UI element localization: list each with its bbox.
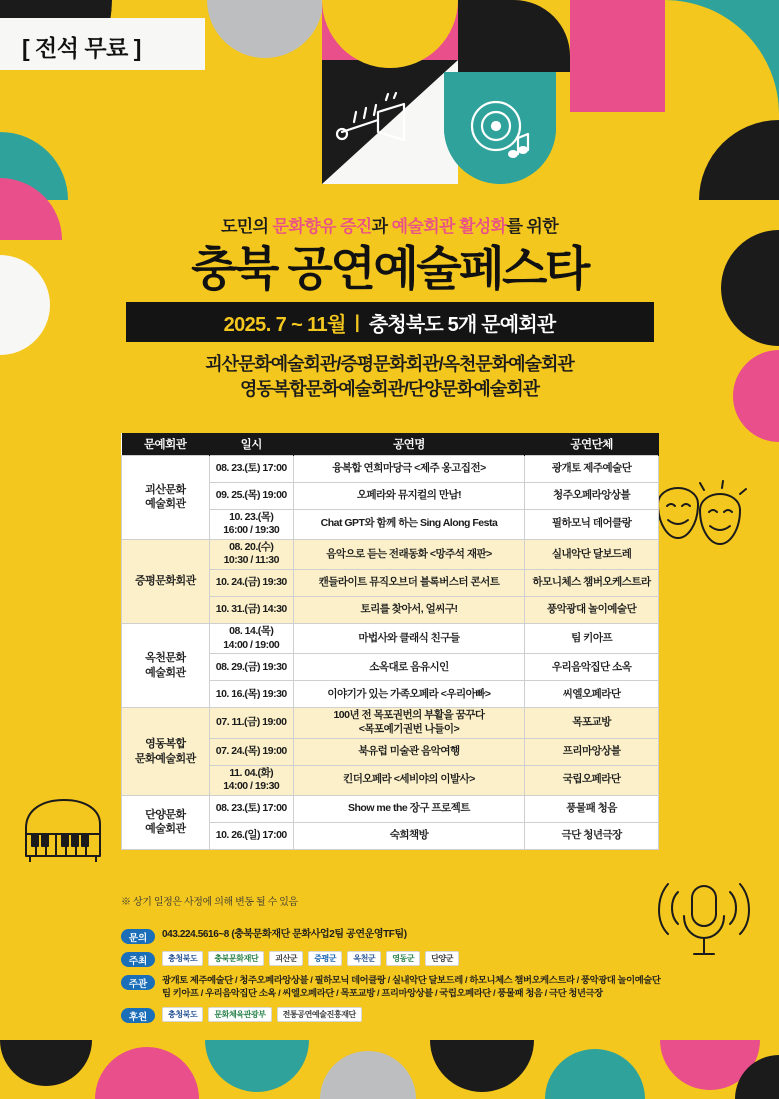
sponsor-logo: 괴산군 [269,951,303,966]
venue-list [0,352,779,402]
cell-date: 07. 24.(목) 19:00 [209,738,293,765]
trumpet-icon [334,92,412,154]
cell-title: 캔들라이트 뮤직오브더 블록버스터 콘서트 [293,570,525,597]
sponsor-logo: 문화체육관광부 [208,1007,271,1022]
column-header-venue: 문예회관 [122,433,210,455]
cell-venue: 단양문화 예술회관 [122,795,210,849]
cell-group: 프리마앙상블 [525,738,659,765]
cell-date: 08. 14.(목) 14:00 / 19:00 [209,624,293,654]
cell-venue: 증평문화회관 [122,539,210,623]
cell-date: 07. 11.(금) 19:00 [209,708,293,738]
footer-tag: 후원 [121,1008,155,1023]
cell-venue: 영동복합 문화예술회관 [122,708,210,796]
subtitle-highlight-2: 예술회관 활성화 [391,217,507,236]
cell-date: 10. 31.(금) 14:30 [209,597,293,624]
footer-text: 043.224.5616~8 (충북문화재단 문화사업2팀 공연운영TF팀) [162,929,407,940]
cell-date: 08. 23.(토) 17:00 [209,795,293,822]
sponsor-logo: 충북문화재단 [208,951,264,966]
column-header-title: 공연명 [293,433,525,455]
cell-venue: 괴산문화 예술회관 [122,455,210,539]
footer-info [121,928,681,1030]
cell-title: 킨더오페라 <세비야의 이발사> [293,765,525,795]
footer-tag: 주최 [121,952,155,967]
footer-logos [162,951,459,966]
table-row [122,708,659,738]
cell-group: 팀 키아프 [525,624,659,654]
table-header-row [122,433,659,455]
cell-title: 음악으로 듣는 전래동화 <망주석 재판> [293,539,525,569]
subtitle-post: 를 위한 [506,217,559,236]
footer-row [121,928,681,944]
cell-title: 오페라와 뮤지컬의 만남! [293,482,525,509]
cell-date: 08. 20.(수) 10:30 / 11:30 [209,539,293,569]
piano-icon [20,794,106,864]
cell-date: 10. 24.(금) 19:30 [209,570,293,597]
cell-date: 08. 23.(토) 17:00 [209,455,293,482]
subtitle-highlight-1: 문화향유 증진 [272,217,372,236]
subtitle-line [0,212,779,237]
schedule-table [121,433,659,850]
sponsor-logo: 옥천군 [347,951,381,966]
cell-group: 씨엘오페라단 [525,681,659,708]
table-row [122,624,659,654]
footer-text: 광개토 제주예술단 / 청주오페라앙상블 / 필하모닉 데어클랑 / 실내악단 달보드레 / 하모니체스 챔버오케스트라 / 풍악광대 놀이예술단 팀 키아프 / 우리음악집단 소옥 / 씨엘오페라단 / 목포교방 / 프리마앙상블 / 국립오페라단 / 풍물패 청음 / 극단 청년극장 [162,975,661,999]
date-separator: | [354,311,360,332]
cell-group: 목포교방 [525,708,659,738]
free-admission-badge: [ 전석 무료 ] [22,35,141,61]
footer-row [121,951,681,967]
schedule-table-body [122,455,659,849]
cell-title: 토리를 찾아서, 얼씨구! [293,597,525,624]
table-row [122,455,659,482]
footer-row [121,974,681,1000]
cell-title: 마법사와 클래식 친구들 [293,624,525,654]
column-header-date: 일시 [209,433,293,455]
footer-tag: 문의 [121,929,155,944]
page-title: 충북 공연예술페스타 [191,242,588,295]
vinyl-record-icon [466,96,538,162]
cell-group: 하모니체스 챔버오케스트라 [525,570,659,597]
table-row [122,795,659,822]
cell-group: 극단 청년극장 [525,822,659,849]
sponsor-logo: 영동군 [386,951,420,966]
cell-title: 숙희책방 [293,822,525,849]
subtitle-mid: 과 [371,217,392,236]
date-bar [126,302,654,342]
cell-group: 광개토 제주예술단 [525,455,659,482]
cell-title: 100년 전 목포권번의 부활을 꿈꾸다 <목포예기권번 나들이> [293,708,525,738]
schedule-table-wrap [121,433,659,850]
cell-date: 10. 23.(목) 16:00 / 19:30 [209,509,293,539]
cell-title: 소옥대로 음유시인 [293,654,525,681]
cell-venue: 옥천문화 예술회관 [122,624,210,708]
sponsor-logo: 증평군 [308,951,342,966]
title-block [0,212,779,402]
sponsor-logo: 충청북도 [162,951,203,966]
cell-group: 풍악광대 놀이예술단 [525,597,659,624]
cell-date: 11. 04.(화) 14:00 / 19:30 [209,765,293,795]
schedule-note: ※ 상기 일정은 사정에 의해 변동 될 수 있음 [121,897,298,908]
cell-date: 10. 26.(일) 17:00 [209,822,293,849]
cell-group: 실내악단 달보드레 [525,539,659,569]
cell-title: Show me the 장구 프로젝트 [293,795,525,822]
date-venues: 충청북도 5개 문예회관 [368,313,556,336]
cell-group: 풍물패 청음 [525,795,659,822]
sponsor-logo: 전통공연예술진흥재단 [277,1007,362,1022]
theater-masks-icon [652,480,747,562]
cell-title: 이야기가 있는 가족오페라 <우리아빠> [293,681,525,708]
cell-group: 청주오페라앙상블 [525,482,659,509]
cell-title: 북유럽 미술관 음악여행 [293,738,525,765]
sponsor-logo: 단양군 [425,951,459,966]
subtitle-pre: 도민의 [220,217,273,236]
cell-title: Chat GPT와 함께 하는 Sing Along Festa [293,509,525,539]
footer-row [121,1007,681,1023]
table-row [122,539,659,569]
cell-date: 09. 25.(목) 19:00 [209,482,293,509]
cell-date: 10. 16.(목) 19:30 [209,681,293,708]
date-period: 2025. 7 ~ 11월 [223,313,346,336]
cell-title: 융복합 연희마당극 <제주 옹고집전> [293,455,525,482]
cell-group: 우리음악집단 소옥 [525,654,659,681]
footer-logos [162,1007,362,1022]
sponsor-logo: 충청북도 [162,1007,203,1022]
cell-group: 필하모닉 데어클랑 [525,509,659,539]
footer-tag: 주관 [121,975,155,990]
cell-group: 국립오페라단 [525,765,659,795]
cell-date: 08. 29.(금) 19:30 [209,654,293,681]
venue-line-2: 영동복합문화예술회관/단양문화예술회관 [240,379,539,400]
column-header-group: 공연단체 [525,433,659,455]
venue-line-1: 괴산문화예술회관/증평문화회관/옥천문화예술회관 [205,354,574,375]
